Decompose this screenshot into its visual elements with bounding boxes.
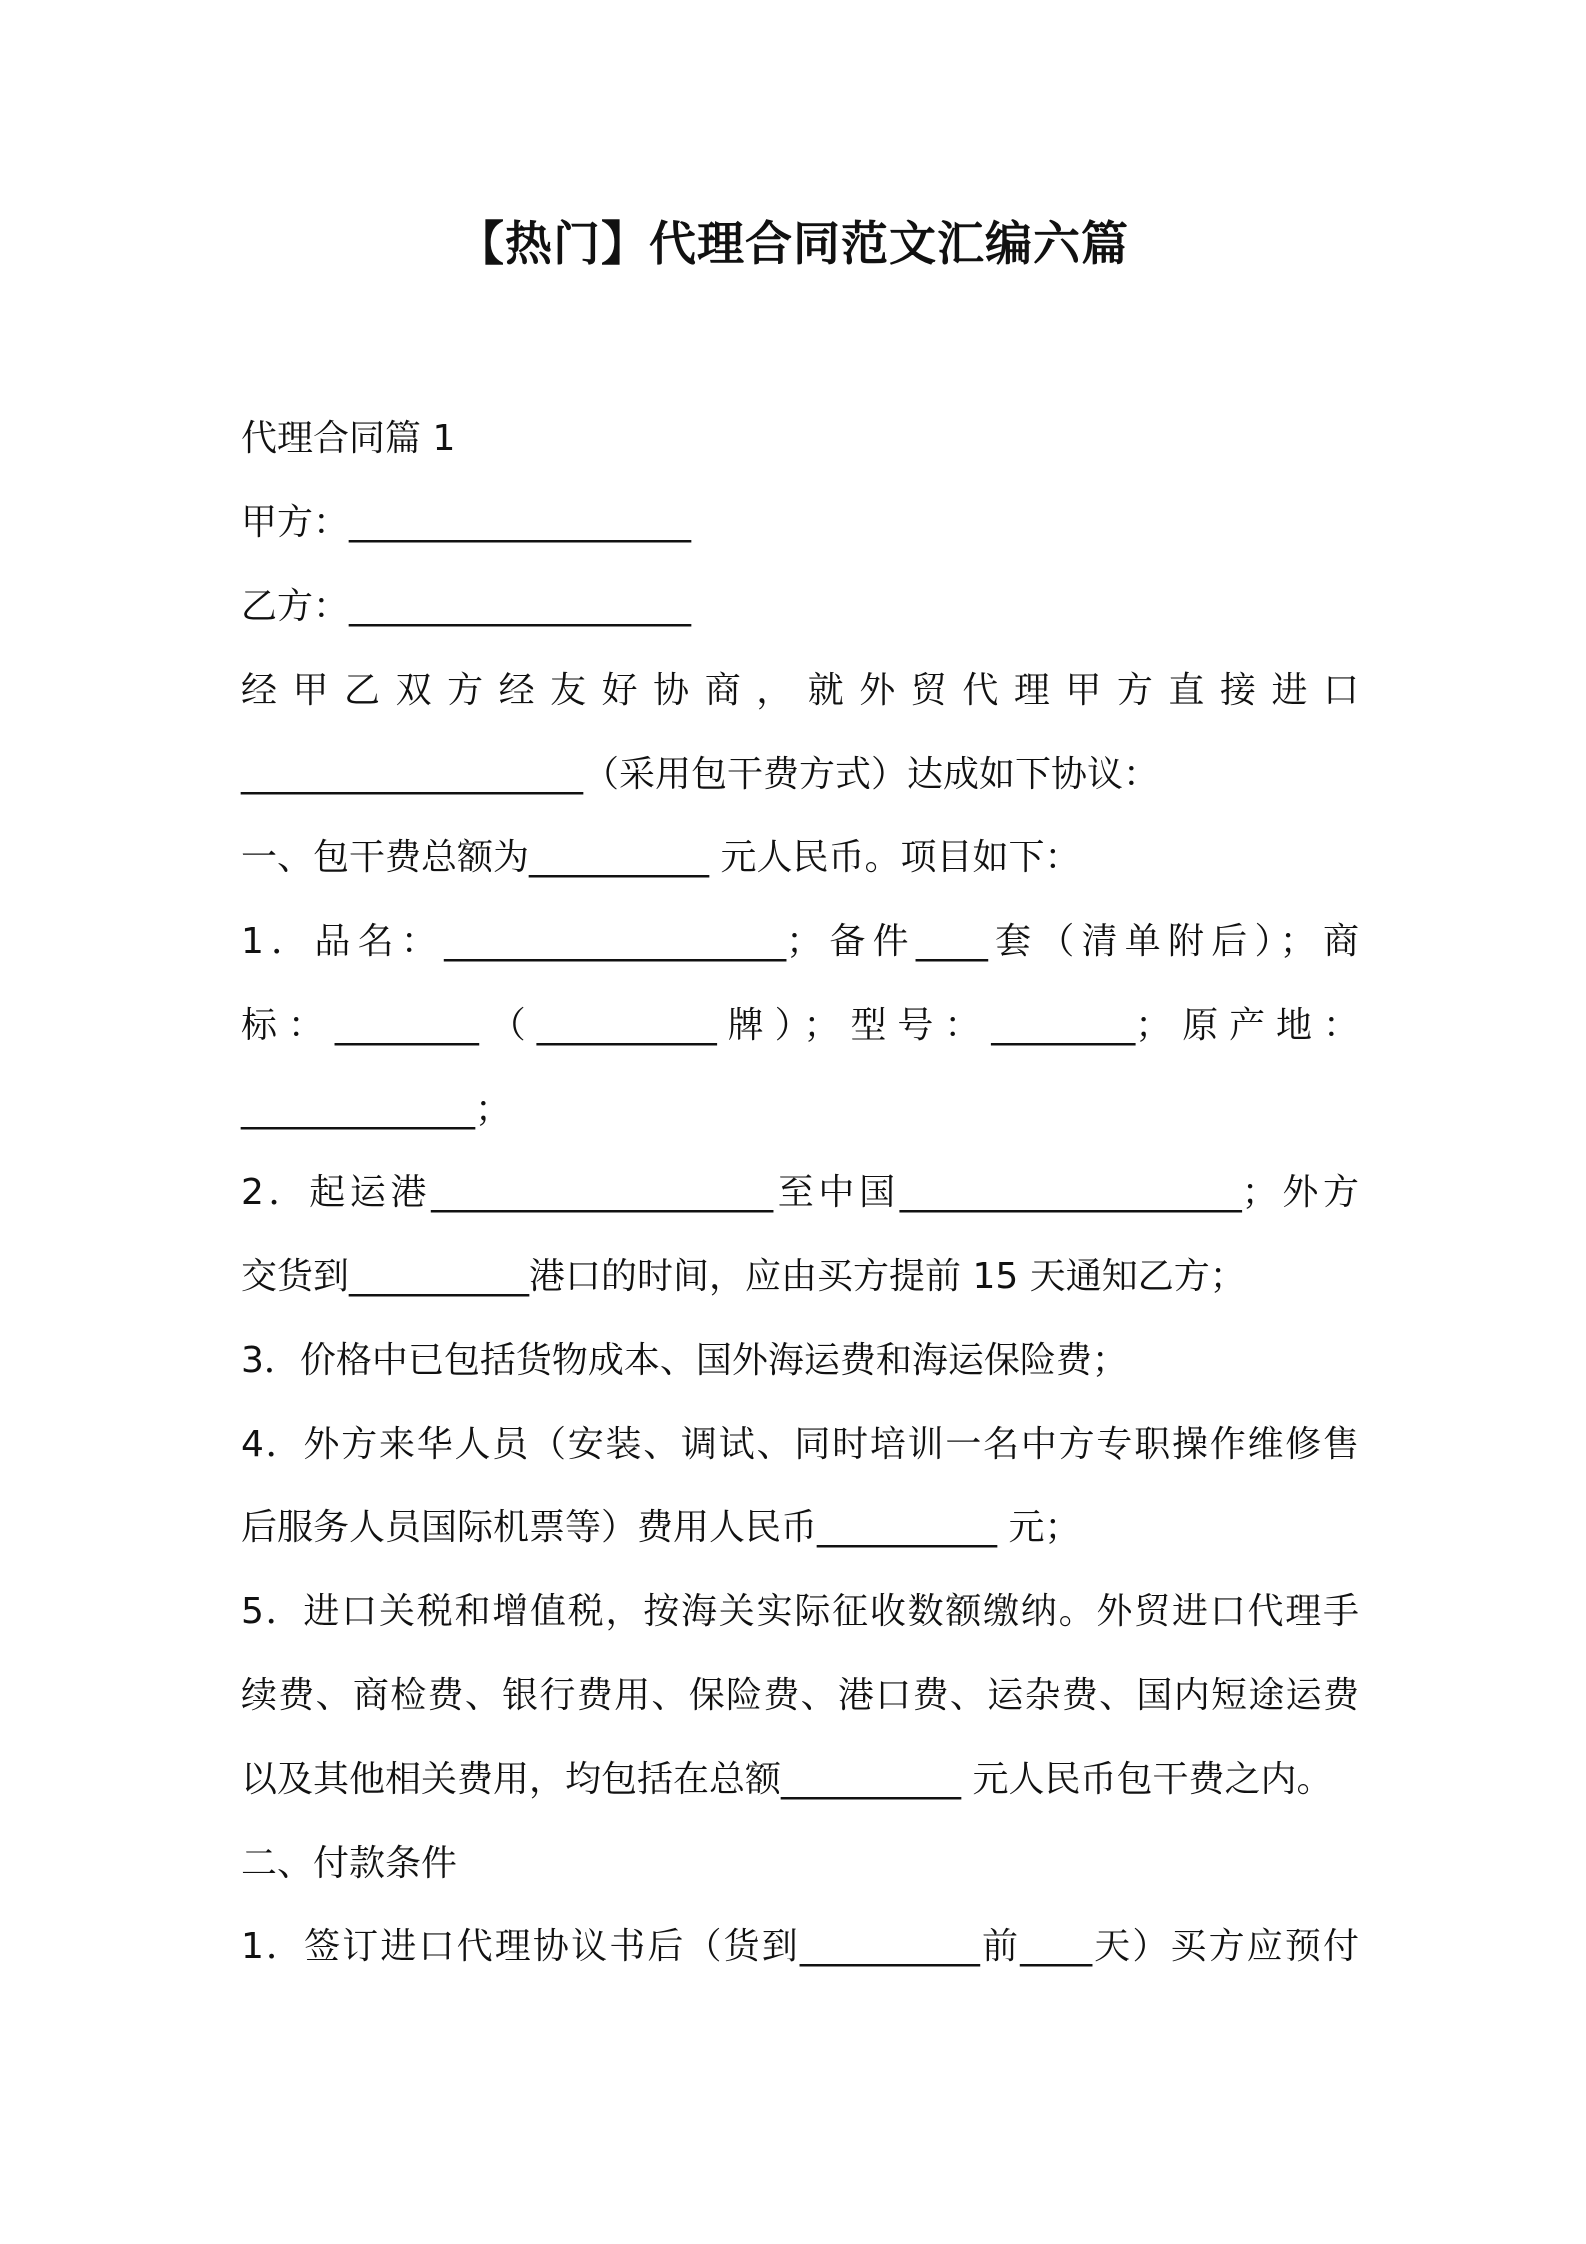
text-line: 1．品名：___________________；备件____套（清单附后）；商 bbox=[241, 921, 1359, 962]
text-line: 3．价格中已包括货物成本、国外海运费和海运保险费； bbox=[241, 1340, 1128, 1381]
text-line: 交货到__________港口的时间，应由买方提前 15 天通知乙方； bbox=[241, 1256, 1246, 1297]
text-line: 4．外方来华人员（安装、调试、同时培训一名中方专职操作维修售 bbox=[241, 1424, 1359, 1465]
party-b-line: 乙方：___________________ bbox=[241, 586, 692, 627]
text-line: 5．进口关税和增值税，按海关实际征收数额缴纳。外贸进口代理手 bbox=[241, 1591, 1359, 1632]
text-line: 标：________（__________牌）；型号：________；原产地： bbox=[241, 1005, 1359, 1046]
text-line: 一、包干费总额为__________ 元人民币。项目如下： bbox=[241, 837, 1081, 878]
text-line: 续费、商检费、银行费用、保险费、港口费、运杂费、国内短途运费 bbox=[241, 1675, 1359, 1716]
text-line: 2．起运港___________________至中国___________________；外方 bbox=[241, 1172, 1359, 1213]
text-line: _____________； bbox=[241, 1089, 511, 1130]
text-line: 后服务人员国际机票等）费用人民币__________ 元； bbox=[241, 1507, 1081, 1548]
text-line: 经甲乙双方经友好协商，就外贸代理甲方直接进口 bbox=[241, 670, 1359, 711]
section-heading: 代理合同篇 1 bbox=[241, 418, 456, 459]
text-line: 1．签订进口代理协议书后（货到__________前____天）买方应预付 bbox=[241, 1926, 1359, 1967]
document-title: 【热门】代理合同范文汇编六篇 bbox=[457, 217, 1129, 272]
section-heading: 二、付款条件 bbox=[241, 1843, 458, 1884]
text-line: 以及其他相关费用，均包括在总额__________ 元人民币包干费之内。 bbox=[241, 1759, 1333, 1800]
text-line: ___________________（采用包干费方式）达成如下协议： bbox=[241, 754, 1160, 795]
party-a-line: 甲方：___________________ bbox=[241, 502, 692, 543]
